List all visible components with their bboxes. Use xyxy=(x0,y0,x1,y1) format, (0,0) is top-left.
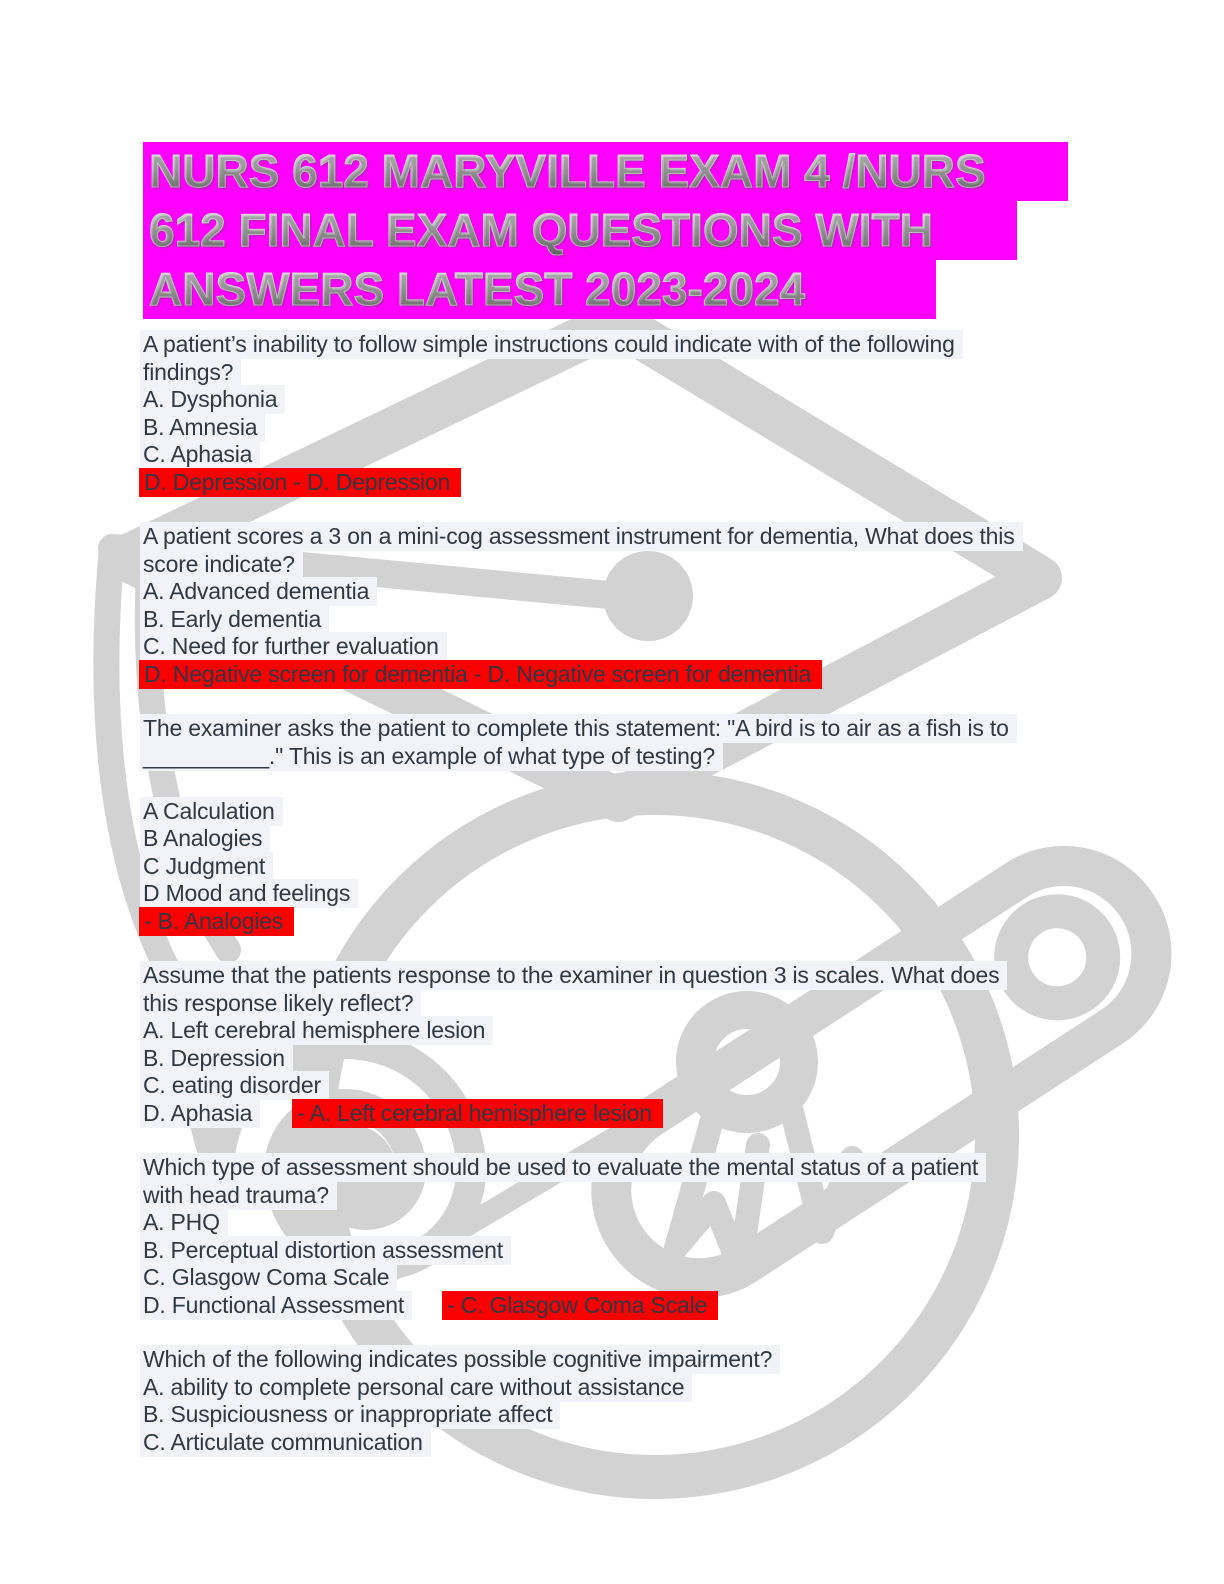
text-highlight: C Judgment xyxy=(140,852,273,881)
text-highlight: __________." This is an example of what type of testing? xyxy=(140,742,723,771)
text-line xyxy=(143,551,1183,579)
text-highlight: C. Articulate communication xyxy=(140,1428,431,1457)
text-highlight: D Mood and feelings xyxy=(140,879,358,908)
text-highlight: Assume that the patients response to the examiner in question 3 is scales. What does xyxy=(140,961,1007,990)
text-highlight: this response likely reflect? xyxy=(140,989,421,1018)
text-line xyxy=(143,798,1183,826)
text-line xyxy=(143,1401,1183,1429)
document-content xyxy=(143,142,1183,1483)
question-6 xyxy=(143,1346,1183,1456)
text-line xyxy=(143,523,1183,551)
text-highlight: C. Aphasia xyxy=(140,440,260,469)
text-line xyxy=(143,1154,1183,1182)
text-line xyxy=(143,1045,1183,1073)
question-1 xyxy=(143,331,1183,496)
text-line xyxy=(143,1264,1183,1292)
text-highlight: B. Amnesia xyxy=(140,413,265,442)
text-line xyxy=(143,880,1183,908)
text-line xyxy=(143,441,1183,469)
text-highlight: score indicate? xyxy=(140,550,303,579)
text-line xyxy=(143,853,1183,881)
question-2 xyxy=(143,523,1183,688)
text-line xyxy=(143,606,1183,634)
text-line xyxy=(143,908,1183,936)
blank-line xyxy=(143,770,1183,798)
text-highlight: C. eating disorder xyxy=(140,1071,329,1100)
questions xyxy=(143,331,1183,1456)
answer-highlight: D. Depression - D. Depression xyxy=(139,468,461,497)
text-line xyxy=(143,1292,1183,1320)
title-text: NURS 612 MARYVILLE EXAM 4 /NURS xyxy=(149,145,986,197)
text-line xyxy=(143,414,1183,442)
text-line xyxy=(143,743,1183,771)
text-line xyxy=(143,578,1183,606)
text-highlight: A. Dysphonia xyxy=(140,385,285,414)
title-highlight xyxy=(143,260,936,319)
question-3 xyxy=(143,715,1183,935)
text-line xyxy=(143,1237,1183,1265)
text-highlight: D. Functional Assessment xyxy=(140,1291,412,1320)
text-line xyxy=(143,1346,1183,1374)
text-line xyxy=(143,990,1183,1018)
text-highlight: C. Glasgow Coma Scale xyxy=(140,1263,397,1292)
text-highlight: A. PHQ xyxy=(140,1208,228,1237)
text-line xyxy=(143,1374,1183,1402)
text-line xyxy=(143,469,1183,497)
title-row-1 xyxy=(143,142,1183,201)
text-line xyxy=(143,359,1183,387)
text-highlight: A. Advanced dementia xyxy=(140,577,377,606)
text-line xyxy=(143,825,1183,853)
answer-highlight: - A. Left cerebral hemisphere lesion xyxy=(292,1099,663,1128)
title-row-3 xyxy=(143,260,1183,319)
text-line xyxy=(143,331,1183,359)
text-line xyxy=(143,633,1183,661)
text-highlight: A. Left cerebral hemisphere lesion xyxy=(140,1016,493,1045)
text-line xyxy=(143,661,1183,689)
text-highlight: Which type of assessment should be used to evaluate the mental status of a patient xyxy=(140,1153,986,1182)
answer-highlight: - B. Analogies xyxy=(139,907,294,936)
text-highlight: The examiner asks the patient to complete this statement: "A bird is to air as a fish is to xyxy=(140,714,1017,743)
text-line xyxy=(143,386,1183,414)
title-row-2 xyxy=(143,201,1183,260)
text-highlight: A patient’s inability to follow simple instructions could indicate with of the following xyxy=(140,330,963,359)
text-highlight: C. Need for further evaluation xyxy=(140,632,447,661)
text-line xyxy=(143,962,1183,990)
text-highlight: B. Perceptual distortion assessment xyxy=(140,1236,511,1265)
text-highlight: A. ability to complete personal care without assistance xyxy=(140,1373,692,1402)
text-line xyxy=(143,715,1183,743)
answer-highlight: - C. Glasgow Coma Scale xyxy=(442,1291,718,1320)
text-highlight: B. Early dementia xyxy=(140,605,329,634)
document-title xyxy=(143,142,1183,319)
text-highlight: A patient scores a 3 on a mini-cog assessment instrument for dementia, What does this xyxy=(140,522,1023,551)
question-4 xyxy=(143,962,1183,1127)
text-line xyxy=(143,1182,1183,1210)
title-text: ANSWERS LATEST 2023-2024 xyxy=(149,263,806,315)
text-line xyxy=(143,1209,1183,1237)
text-highlight: B Analogies xyxy=(140,824,270,853)
title-text: 612 FINAL EXAM QUESTIONS WITH xyxy=(149,204,933,256)
text-line xyxy=(143,1100,1183,1128)
text-highlight: B. Suspiciousness or inappropriate affect xyxy=(140,1400,560,1429)
text-highlight: D. Aphasia xyxy=(140,1099,260,1128)
title-highlight xyxy=(143,201,1017,260)
title-highlight xyxy=(143,142,1068,201)
answer-highlight: D. Negative screen for dementia - D. Negative screen for dementia xyxy=(139,660,822,689)
text-highlight: with head trauma? xyxy=(140,1181,337,1210)
text-line xyxy=(143,1429,1183,1457)
text-highlight: B. Depression xyxy=(140,1044,293,1073)
text-highlight: Which of the following indicates possible cognitive impairment? xyxy=(140,1345,780,1374)
text-highlight: A Calculation xyxy=(140,797,283,826)
text-line xyxy=(143,1017,1183,1045)
question-5 xyxy=(143,1154,1183,1319)
text-highlight: findings? xyxy=(140,358,241,387)
text-line xyxy=(143,1072,1183,1100)
